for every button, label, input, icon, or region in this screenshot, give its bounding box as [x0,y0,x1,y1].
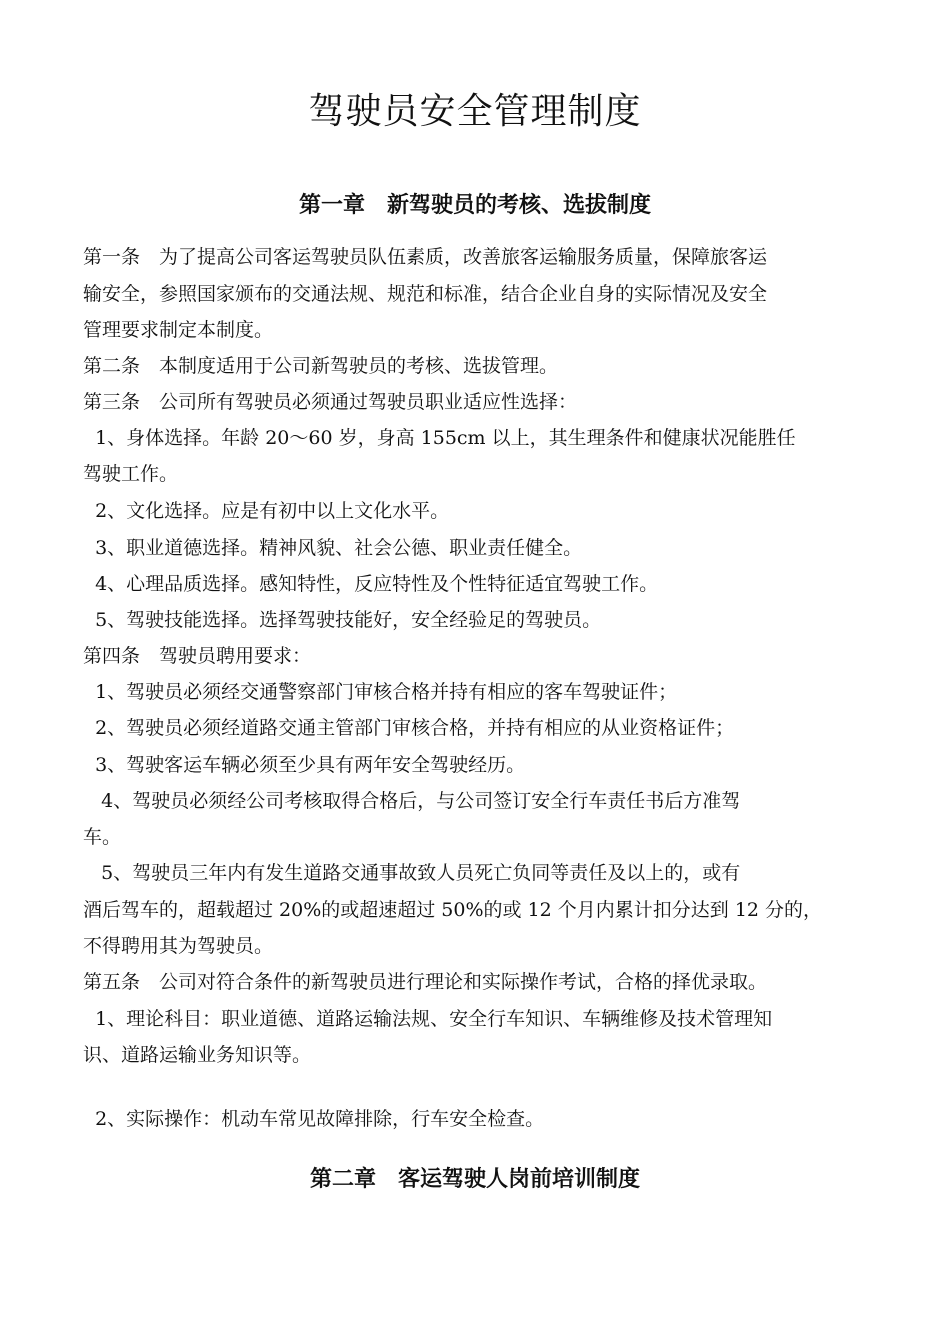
text-line: 管理要求制定本制度。 [83,319,274,341]
text-line: 5、驾驶技能选择。选择驾驶技能好，安全经验足的驾驶员。 [83,609,602,631]
text-line: 酒后驾车的，超载超过 20%的或超速超过 50%的或 12 个月内累计扣分达到 12 分的， [83,899,823,921]
text-line: 1、身体选择。年龄 20～60 岁，身高 155cm 以上，其生理条件和健康状况能胜任 [83,427,796,449]
text-line: 驾驶工作。 [83,463,179,485]
text-line: 3、职业道德选择。精神风貌、社会公德、职业责任健全。 [83,537,583,559]
text-line: 1、理论科目：职业道德、道路运输法规、安全行车知识、车辆维修及技术管理知 [83,1008,773,1030]
text-line: 2、文化选择。应是有初中以上文化水平。 [83,500,450,522]
text-line: 第四条 驾驶员聘用要求： [83,645,312,667]
text-line: 第二条 本制度适用于公司新驾驶员的考核、选拔管理。 [83,355,559,377]
text-line: 识、道路运输业务知识等。 [83,1044,312,1066]
chapter-heading: 第一章 新驾驶员的考核、选拔制度 [298,193,651,218]
text-line: 2、驾驶员必须经道路交通主管部门审核合格，并持有相应的从业资格证件； [83,717,735,739]
text-line: 车。 [83,826,122,848]
chapter-heading: 第二章 客运驾驶人岗前培训制度 [309,1167,640,1192]
text-line: 4、驾驶员必须经公司考核取得合格后，与公司签订安全行车责任书后方准驾 [83,790,741,812]
text-line: 第三条 公司所有驾驶员必须通过驾驶员职业适应性选择： [83,391,578,413]
text-line: 不得聘用其为驾驶员。 [83,935,274,957]
text-line: 第一条 为了提高公司客运驾驶员队伍素质，改善旅客运输服务质量，保障旅客运 [83,246,768,268]
document-title: 驾驶员安全管理制度 [308,91,642,132]
text-line: 4、心理品质选择。感知特性，反应特性及个性特征适宜驾驶工作。 [83,573,659,595]
text-line: 3、驾驶客运车辆必须至少具有两年安全驾驶经历。 [83,754,526,776]
text-line: 第五条 公司对符合条件的新驾驶员进行理论和实际操作考试，合格的择优录取。 [83,971,768,993]
text-line: 输安全，参照国家颁布的交通法规、规范和标准，结合企业自身的实际情况及安全 [83,283,768,305]
text-line: 1、驾驶员必须经交通警察部门审核合格并持有相应的客车驾驶证件； [83,681,678,703]
text-line: 2、实际操作：机动车常见故障排除，行车安全检查。 [83,1108,545,1130]
text-line: 5、驾驶员三年内有发生道路交通事故致人员死亡负同等责任及以上的，或有 [83,862,741,884]
